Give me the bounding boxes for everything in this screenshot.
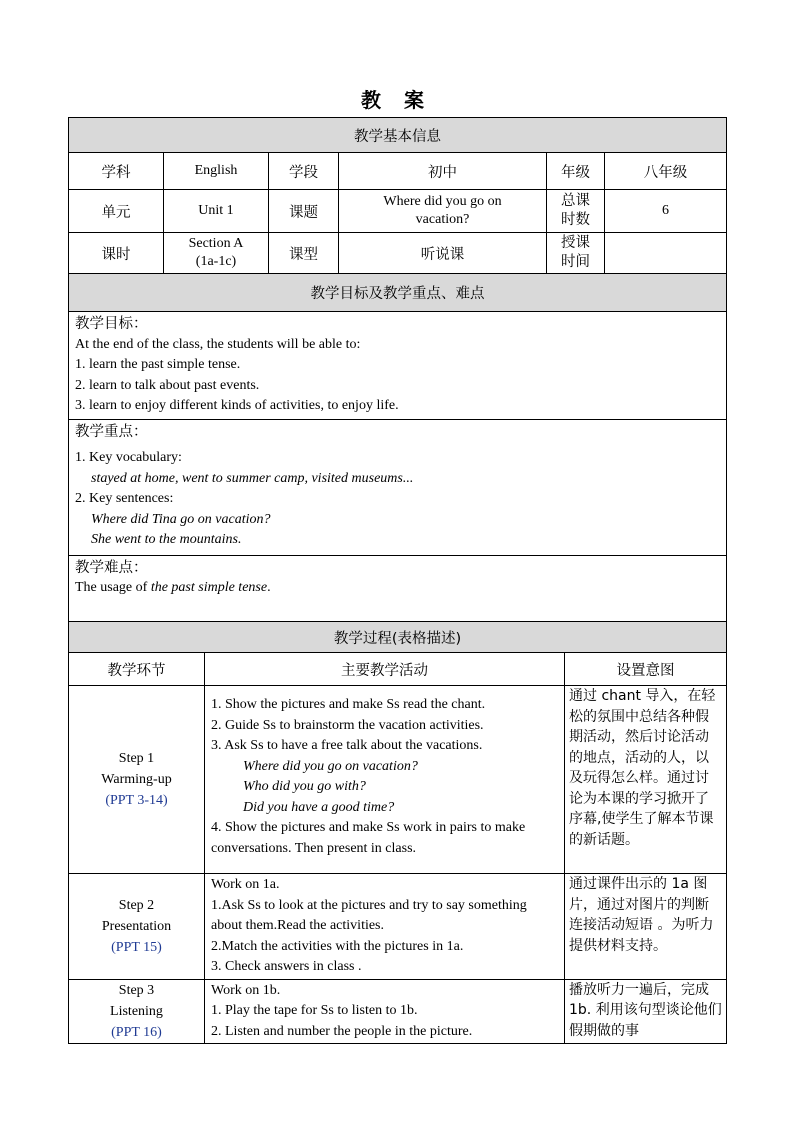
col-header-activities: 主要教学活动 [205, 653, 565, 686]
teaching-goals-intro: At the end of the class, the students will be able to: [75, 336, 361, 352]
process-table [68, 621, 727, 1044]
class-time-label-line1: 授课 [561, 235, 590, 251]
process-header: 教学过程(表格描述) [69, 622, 727, 653]
key-points-cell [69, 419, 727, 555]
period-value [164, 233, 269, 274]
difficulty-suffix: . [267, 580, 271, 595]
activity-question: Who did you go with? [243, 779, 366, 794]
activity-item: 1. Show the pictures and make Ss read the chant. [211, 697, 486, 712]
step3-name: Step 3 [118, 982, 155, 998]
key-sentence: Where did Tina go on vacation? [91, 511, 271, 527]
teaching-goal-item: 1. learn the past simple tense. [75, 357, 241, 372]
step2-cell [69, 874, 205, 980]
topic-value: Where did you go on vacation? [339, 190, 547, 233]
topic-label: 课题 [269, 190, 339, 233]
unit-value: Unit 1 [164, 190, 269, 233]
step1-purpose: 通过 chant 导入，在轻松的氛围中总结各种假期活动，然后讨论活动的地点，活动的人，以及玩得怎么样。通过讨论为本课的学习掀开了序幕,使学生了解本节课的新话题。 [565, 686, 727, 874]
difficulty-prefix: The usage of [75, 580, 151, 595]
period-value-line2: (1a-1c) [195, 254, 237, 269]
activity-item: 2. Listen and number the people in the picture. [211, 1023, 473, 1039]
col-header-stage: 教学环节 [69, 653, 205, 686]
basic-info-header: 教学基本信息 [69, 118, 727, 153]
activity-item: 1.Ask Ss to look at the pictures and try to say something about them.Read the activities. [211, 897, 527, 933]
step3-ppt: (PPT 16) [111, 1024, 162, 1040]
step3-stage: Listening [110, 1003, 163, 1019]
difficulty-label: 教学难点： [75, 559, 148, 576]
difficulty-emphasis: the past simple tense [150, 580, 268, 595]
basic-info-table [68, 117, 727, 623]
step3-activities [205, 979, 565, 1044]
document-title: 教 案 [361, 88, 432, 112]
stage-value: 初中 [339, 153, 547, 190]
step1-name: Step 1 [118, 751, 155, 766]
key-vocabulary-label: 1. Key vocabulary: [75, 450, 182, 465]
total-hours-label-line2: 时数 [561, 212, 590, 228]
teaching-goals-label: 教学目标： [75, 316, 148, 332]
lesson-type-value: 听说课 [339, 233, 547, 274]
step1-cell [69, 686, 205, 874]
key-points-label: 教学重点： [75, 423, 148, 440]
total-hours-label-line1: 总课 [561, 193, 590, 209]
stage-label: 学段 [269, 153, 339, 190]
class-time-value [605, 233, 727, 274]
unit-label: 单元 [69, 190, 164, 233]
difficulty-cell [69, 555, 727, 622]
activity-work-label: Work on 1b. [211, 982, 281, 998]
col-header-purpose: 设置意图 [565, 653, 727, 686]
activity-item: 4. Show the pictures and make Ss work in pairs to make conversations. Then present in class. [211, 820, 526, 856]
step2-activities [205, 874, 565, 980]
activity-item: 3. Check answers in class . [211, 959, 362, 974]
activity-work-label: Work on 1a. [211, 877, 280, 892]
key-sentences-label: 2. Key sentences: [75, 491, 174, 506]
step1-ppt: (PPT 3-14) [105, 793, 168, 808]
subject-value: English [164, 153, 269, 190]
teaching-goal-item: 3. learn to enjoy different kinds of activities, to enjoy life. [75, 398, 399, 413]
total-hours-label [547, 190, 605, 233]
total-hours-value: 6 [605, 190, 727, 233]
step1-stage: Warming-up [101, 772, 172, 787]
step2-stage: Presentation [101, 918, 172, 934]
subject-label: 学科 [69, 153, 164, 190]
step2-ppt: (PPT 15) [111, 939, 162, 955]
lesson-type-label: 课型 [269, 233, 339, 274]
step3-purpose: 播放听力一遍后，完成 1b. 利用该句型谈论他们假期做的事 [565, 979, 727, 1044]
activity-item: 2.Match the activities with the pictures in 1a. [211, 938, 464, 954]
step2-name: Step 2 [118, 897, 155, 913]
step2-purpose: 通过课件出示的 1a 图片，通过对图片的判断连接活动短语 。为听力提供材料支持。 [565, 874, 727, 980]
period-label: 课时 [69, 233, 164, 274]
key-vocabulary: stayed at home, went to summer camp, visited museums... [91, 470, 414, 486]
grade-label: 年级 [547, 153, 605, 190]
activity-item: 1. Play the tape for Ss to listen to 1b. [211, 1003, 418, 1018]
key-sentence: She went to the mountains. [91, 532, 242, 547]
activity-question: Where did you go on vacation? [243, 758, 418, 774]
period-value-line1: Section A [188, 236, 244, 251]
objectives-header: 教学目标及教学重点、难点 [69, 274, 727, 312]
class-time-label-line2: 时间 [561, 254, 590, 270]
teaching-goal-item: 2. learn to talk about past events. [75, 377, 260, 393]
activity-item: 2. Guide Ss to brainstorm the vacation activities. [211, 717, 484, 733]
class-time-label [547, 233, 605, 274]
activity-item: 3. Ask Ss to have a free talk about the vacations. [211, 738, 483, 753]
step1-activities [205, 686, 565, 874]
teaching-goals-cell [69, 312, 727, 420]
difficulty-text [75, 578, 720, 599]
grade-value: 八年级 [605, 153, 727, 190]
activity-question: Did you have a good time? [243, 799, 395, 815]
step3-cell [69, 979, 205, 1044]
